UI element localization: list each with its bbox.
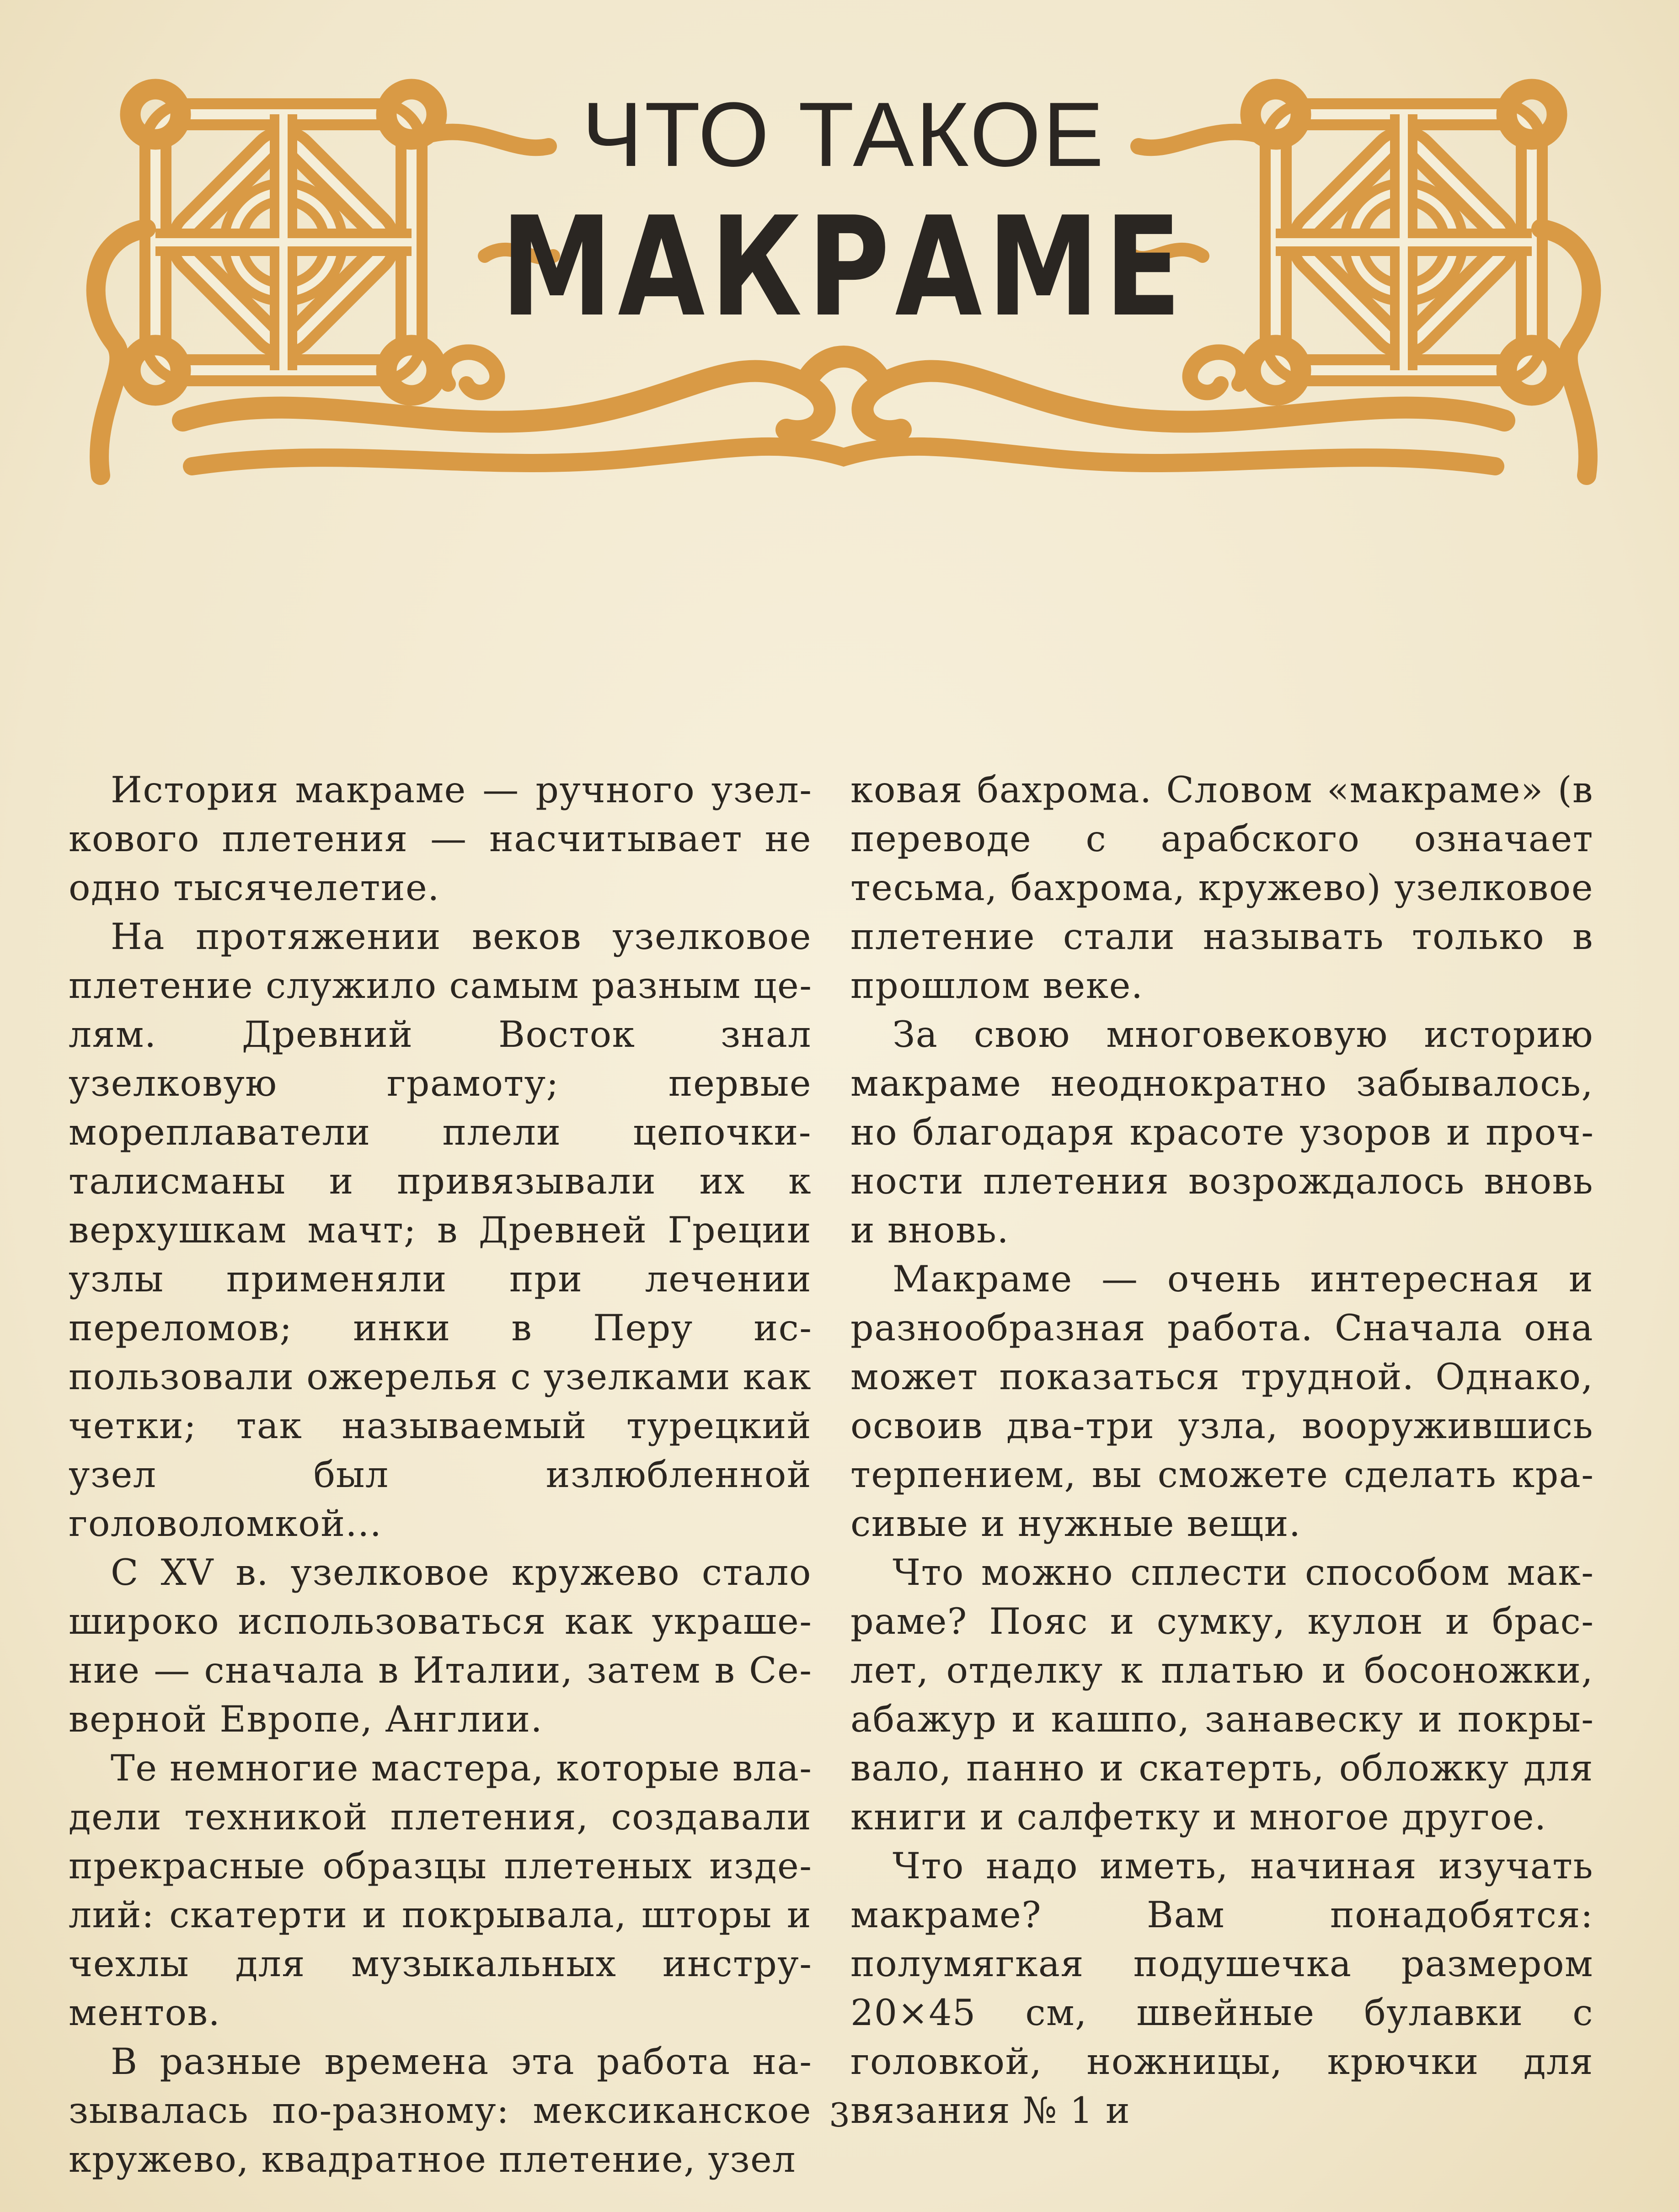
paragraph-continuation: ковая бахрома. Словом «макраме» (в переводе с арабского означает тесьма, бахрома, кружево) узелковое плетение стали называть только в прошлом веке.: [850, 769, 1593, 1007]
paragraph: Что можно сплести способом макраме? Пояс и сумку, кулон и браслет, отделку к платью и босоножки, абажур и кашпо, занавеску и покрывало, панно и скатерть, обложку для книги и салфетку и многое другое.: [850, 1551, 1593, 1838]
title-line-2: МАКРАМЕ: [500, 187, 1187, 347]
left-column: [69, 766, 812, 2184]
paragraph: История макраме — ручного узелкового плетения — насчитывает не одно тысячелетие.: [69, 769, 812, 909]
paragraph: За свою многовековую историю макраме неоднократно забывалось, но благодаря красоте узоров и прочности плетения возрождалось вновь и вновь.: [850, 1013, 1593, 1251]
paragraph: На протяжении веков узелковое плетение служило самым разным целям. Древний Восток знал узелковую грамоту; первые мореплаватели плели цепочки-талисманы и привязывали их к верхушкам мачт; в Древней Греции узлы применяли при лечении переломов; инки в Перу использовали ожерелья с узелками как четки; так называемый турецкий узел был излюбленной головоломкой...: [69, 916, 812, 1545]
right-column: [850, 766, 1593, 2135]
article-body: [69, 766, 1600, 2180]
paragraph: Те немногие мастера, которые владели техникой плетения, создавали прекрасные образцы плетеных изделий: скатерти и покрывала, шторы и чехлы для музыкальных инструментов.: [69, 1747, 812, 2034]
title-line-1: ЧТО ТАКОЕ: [582, 84, 1106, 186]
paragraph: В разные времена эта работа называлась по-разному: мексиканское кружево, квадратное плетение, узел: [69, 2041, 812, 2180]
paragraph: Макраме — очень интересная и разнообразная работа. Сначала она может показаться трудной. Однако, освоив два-три узла, вооружившись терпением, вы сможете сделать красивые и нужные вещи.: [850, 1258, 1593, 1545]
page-number: 3: [829, 2096, 850, 2134]
page-header: [73, 64, 1614, 521]
paragraph: Что надо иметь, начиная изучать макраме? Вам понадобятся: полумягкая подушечка размером 20×45 см, швейные булавки с головкой, ножницы, крючки для вязания № 1 и: [850, 1845, 1593, 2132]
paragraph: С XV в. узелковое кружево стало широко использоваться как украшение — сначала в Италии, затем в Северной Европе, Англии.: [69, 1551, 812, 1740]
